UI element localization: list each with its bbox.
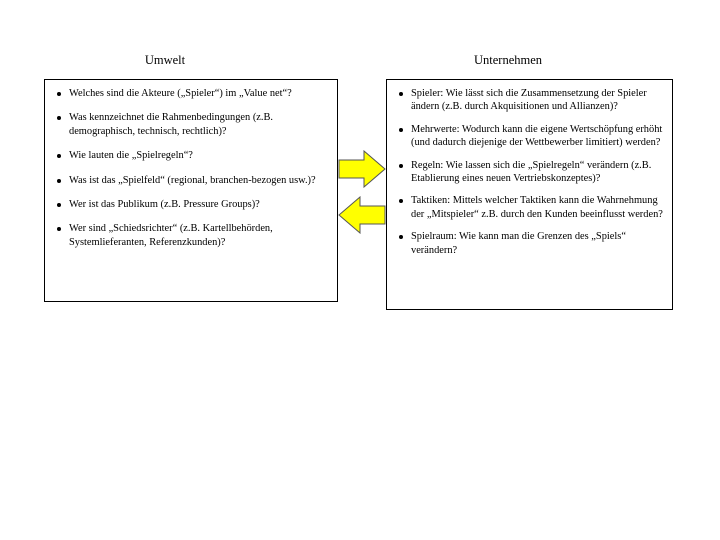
unternehmen-item-text: Taktiken: Mittels welcher Taktiken kann die Wahrnehmung der „Mitspieler“ z.B. durch den Kunden beeinflusst werden? (411, 195, 663, 220)
unternehmen-item-text: Regeln: Wie lassen sich die „Spielregeln“ verändern (z.B. Etablierung eines neuen Vertriebskonzeptes)? (411, 159, 652, 185)
umwelt-box (44, 79, 338, 302)
umwelt-item-text: Welches sind die Akteure („Spieler“) im „Value net“? (69, 88, 292, 99)
unternehmen-box (386, 79, 673, 310)
umwelt-item-spielregeln (55, 149, 333, 162)
unternehmen-item-text: Mehrwerte: Wodurch kann die eigene Wertschöpfung erhöht (und dadurch diejenige der Wettbewerber limitiert) werden? (411, 123, 663, 149)
bullet-icon (399, 235, 403, 239)
bullet-icon (57, 92, 61, 96)
umwelt-item-text: Was ist das „Spielfeld“ (regional, branchen-bezogen usw.)? (69, 174, 316, 186)
umwelt-item-spielfeld (55, 174, 333, 187)
unternehmen-item-mehrwerte (397, 123, 667, 150)
unternehmen-item-text: Spieler: Wie lässt sich die Zusammensetzung der Spieler ändern (z.B. durch Akquisitionen und Allianzen)? (411, 88, 647, 113)
bullet-icon (57, 179, 61, 183)
umwelt-item-text: Wer ist das Publikum (z.B. Pressure Groups)? (69, 199, 260, 211)
umwelt-item-akteure (55, 87, 333, 100)
bullet-icon (57, 203, 61, 207)
arrow-right-icon (338, 150, 386, 188)
umwelt-item-schiedsrichter (55, 222, 333, 249)
unternehmen-list (397, 87, 667, 266)
umwelt-item-text: Was kennzeichnet die Rahmenbedingungen (z.B. demographisch, technisch, rechtlich)? (69, 112, 274, 137)
umwelt-item-text: Wer sind „Schiedsrichter“ (z.B. Kartellbehörden, Systemlieferanten, Referenzkunden)? (69, 223, 273, 248)
unternehmen-item-taktiken (397, 194, 667, 221)
bullet-icon (399, 164, 403, 168)
bullet-icon (399, 199, 403, 203)
bullet-icon (399, 92, 403, 96)
bullet-icon (399, 128, 403, 132)
unternehmen-item-regeln (397, 159, 667, 186)
arrow-left-icon (338, 196, 386, 234)
umwelt-item-publikum (55, 198, 333, 211)
unternehmen-heading: Unternehmen (473, 53, 543, 67)
umwelt-item-rahmenbedingungen (55, 111, 333, 138)
umwelt-item-text: Wie lauten die „Spielregeln“? (69, 150, 193, 162)
umwelt-list (55, 87, 333, 260)
bullet-icon (57, 116, 61, 120)
unternehmen-item-spielraum (397, 230, 667, 257)
umwelt-heading: Umwelt (144, 53, 186, 67)
bullet-icon (57, 227, 61, 231)
unternehmen-item-spieler (397, 87, 667, 114)
bullet-icon (57, 154, 61, 158)
unternehmen-item-text: Spielraum: Wie kann man die Grenzen des „Spiels“ verändern? (411, 231, 626, 256)
